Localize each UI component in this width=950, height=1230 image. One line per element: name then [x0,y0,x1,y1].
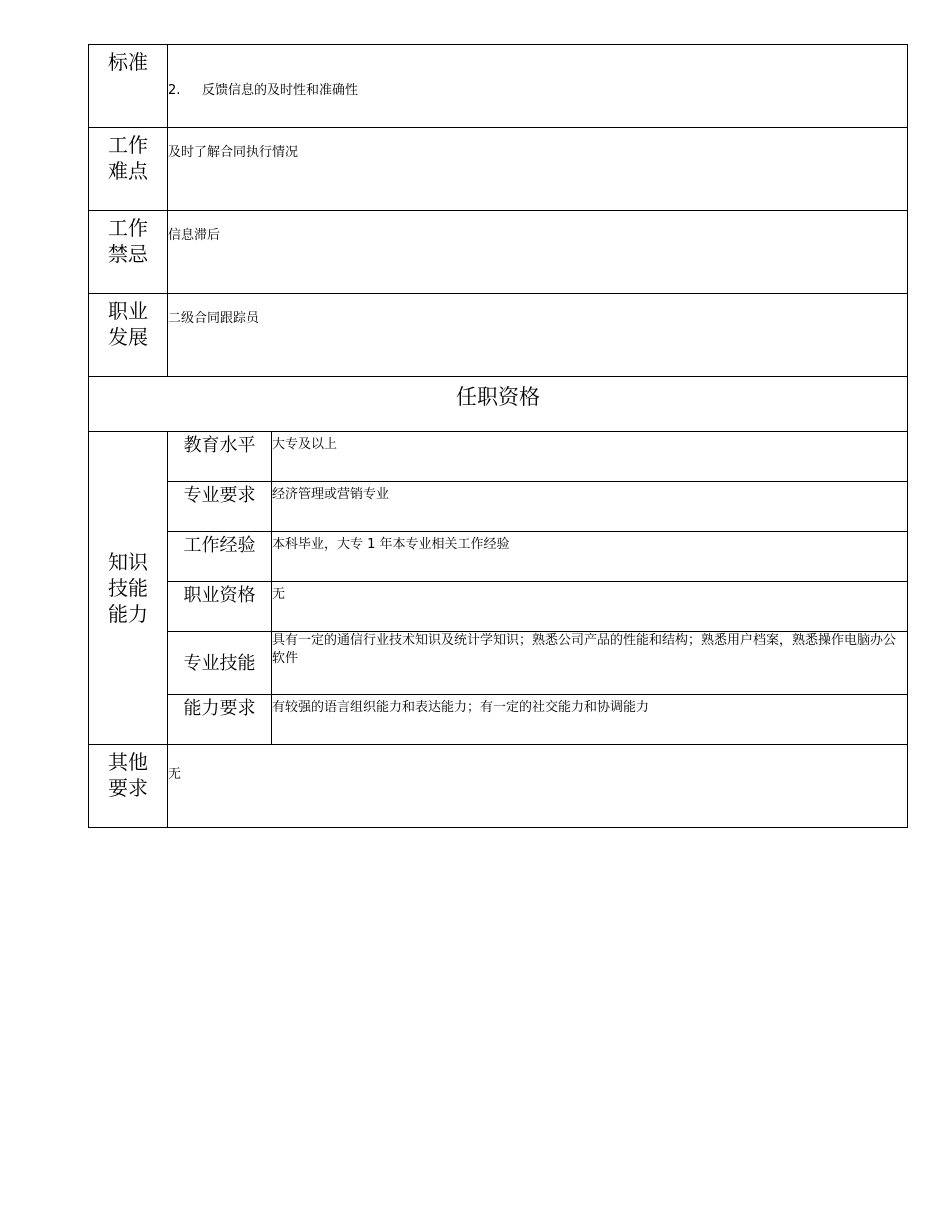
section-title [89,377,908,432]
other-label-line2: 要求 [108,776,148,800]
job-description-table [88,44,908,828]
qualification-value: 大专及以上 [272,432,908,482]
taboo-label [89,211,168,294]
row-career [89,294,908,377]
qualification-label: 教育水平 [168,432,272,482]
qualification-row [89,532,908,582]
taboo-value [168,211,908,294]
standard-item-number: 2. [168,83,181,98]
other-label [89,745,168,828]
qualification-group-line1: 知识 [108,550,148,574]
taboo-value-text: 信息滞后 [168,228,221,243]
qualification-row [89,582,908,632]
qualification-label: 工作经验 [168,532,272,582]
qualification-label: 专业技能 [168,632,272,695]
standard-label [89,45,168,128]
difficulty-value [168,128,908,211]
row-taboo [89,211,908,294]
difficulty-label-line2: 难点 [108,159,148,183]
row-standard [89,45,908,128]
qualification-value: 无 [272,582,908,632]
qualification-group-line2: 技能 [108,576,148,600]
qualification-group-line3: 能力 [108,602,148,626]
standard-item-text: 反馈信息的及时性和准确性 [202,83,359,98]
other-value-text: 无 [168,767,182,782]
career-value [168,294,908,377]
qualification-value: 本科毕业，大专 1 年本专业相关工作经验 [272,532,908,582]
difficulty-label-line1: 工作 [108,133,148,157]
qualification-group-label [89,432,168,745]
career-value-text: 二级合同跟踪员 [168,311,260,326]
career-label [89,294,168,377]
career-label-line2: 发展 [108,325,148,349]
taboo-label-line1: 工作 [108,216,148,240]
section-title-text: 任职资格 [456,385,540,409]
other-label-line1: 其他 [108,750,148,774]
difficulty-label [89,128,168,211]
standard-label-text: 标准 [108,50,148,74]
qualification-value: 具有一定的通信行业技术知识及统计学知识；熟悉公司产品的性能和结构；熟悉用户档案，熟悉操作电脑办公软件 [272,632,908,695]
qualification-row [89,432,908,482]
qualification-label: 专业要求 [168,482,272,532]
qualification-value: 有较强的语言组织能力和表达能力；有一定的社交能力和协调能力 [272,695,908,745]
qualification-row [89,482,908,532]
qualification-label: 能力要求 [168,695,272,745]
difficulty-value-text: 及时了解合同执行情况 [168,145,299,160]
career-label-line1: 职业 [108,299,148,323]
row-difficulty [89,128,908,211]
standard-value [168,45,908,128]
row-section-title [89,377,908,432]
qualification-row [89,695,908,745]
row-other [89,745,908,828]
other-value [168,745,908,828]
qualification-value: 经济管理或营销专业 [272,482,908,532]
qualification-label: 职业资格 [168,582,272,632]
qualification-row [89,632,908,695]
taboo-label-line2: 禁忌 [108,242,148,266]
